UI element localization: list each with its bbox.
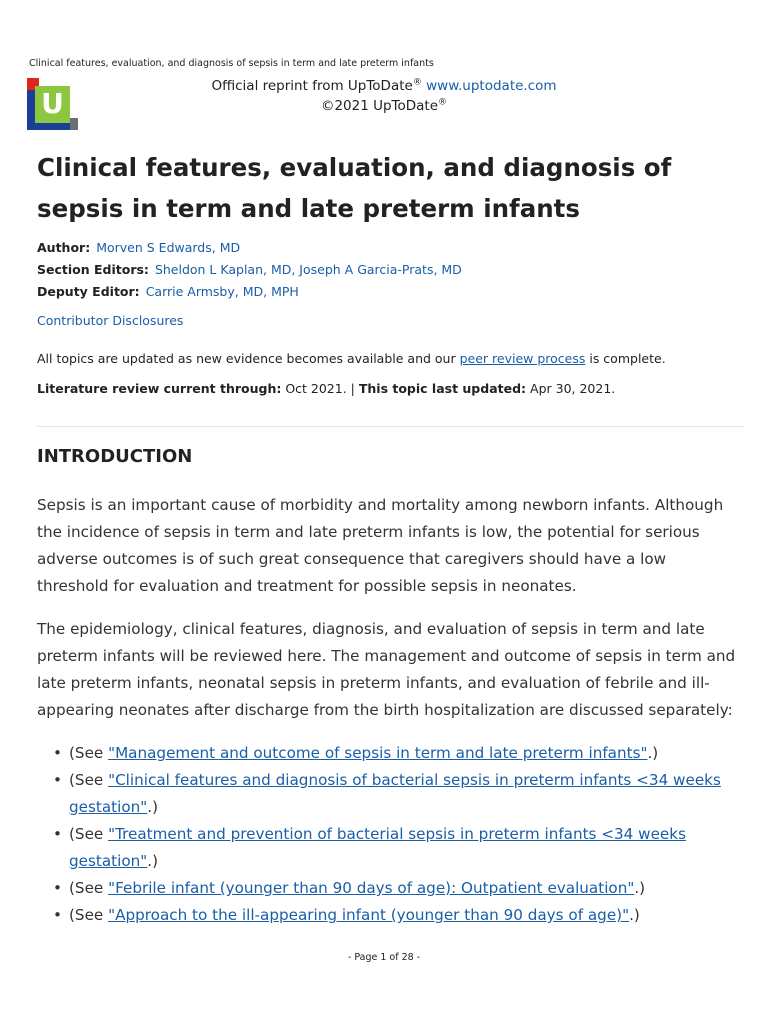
see-text: (See (69, 825, 109, 843)
reference-list (37, 740, 737, 929)
deputy-editor-link[interactable]: Carrie Armsby, MD, MPH (145, 284, 299, 299)
list-item (37, 740, 737, 767)
bullet: • (53, 744, 62, 762)
see-text: (See (69, 744, 109, 762)
uptodate-url-link[interactable]: www.uptodate.com (426, 78, 557, 94)
see-text: (See (69, 771, 109, 789)
bullet: • (53, 906, 62, 924)
deputy-editor-label: Deputy Editor: (37, 284, 140, 299)
peer-review-link[interactable]: peer review process (459, 351, 586, 366)
copyright-reg-mark: ® (438, 97, 448, 108)
see-close: .) (629, 906, 640, 924)
running-head: Clinical features, evaluation, and diagnosis of sepsis in term and late preterm infants (29, 58, 434, 69)
bullet: • (53, 771, 62, 789)
topic-link[interactable]: "Approach to the ill-appearing infant (younger than 90 days of age)" (108, 906, 630, 924)
see-close: .) (634, 879, 646, 897)
see-text: (See (69, 879, 109, 897)
see-close: .) (147, 798, 159, 816)
logo-letter: U (35, 86, 70, 123)
last-updated-value: Apr 30, 2021. (526, 381, 616, 396)
update-note-post: is complete. (585, 351, 666, 366)
contributor-disclosures-link[interactable]: Contributor Disclosures (37, 313, 184, 328)
lit-review-label: Literature review current through: (37, 381, 282, 396)
update-note-pre: All topics are updated as new evidence becomes available and our (37, 351, 460, 366)
last-updated-label: This topic last updated: (358, 381, 527, 396)
page-number: - Page 1 of 28 - (347, 952, 421, 963)
section-editors-label: Section Editors: (37, 262, 149, 277)
see-text: (See (69, 906, 109, 924)
author-label: Author: (37, 240, 91, 255)
introduction-heading: INTRODUCTION (37, 446, 193, 467)
literature-review-line (37, 381, 615, 396)
bullet: • (53, 879, 62, 897)
reprint-text: Official reprint from UpToDate (211, 78, 413, 94)
intro-paragraph-1: Sepsis is an important cause of morbidity and mortality among newborn infants. Although the incidence of sepsis in term and late preterm infants is low, the potential for serious adverse outcomes is of such great consequence that caregivers should have a low threshold for evaluation and treatment for possible sepsis in neonates. (37, 496, 724, 595)
list-item (37, 875, 737, 902)
intro-paragraph-2: The epidemiology, clinical features, diagnosis, and evaluation of sepsis in term and late preterm infants will be reviewed here. The management and outcome of sepsis in term and late preterm infants, neonatal sepsis in preterm infants, and evaluation of febrile and ill-appearing neonates after discharge from the birth hospitalization are discussed separately: (37, 620, 736, 719)
author-link[interactable]: Morven S Edwards, MD (96, 240, 241, 255)
copyright-text: ©2021 UpToDate (320, 98, 439, 114)
lit-review-value: Oct 2021. | (281, 381, 359, 396)
article-title: Clinical features, evaluation, and diagnosis of sepsis in term and late preterm infants (37, 153, 672, 223)
reprint-reg-mark: ® (412, 77, 422, 88)
update-note (37, 351, 666, 366)
list-item (37, 767, 737, 821)
deputy-editor-line (37, 284, 299, 299)
author-line (37, 240, 240, 255)
section-divider (37, 426, 745, 427)
topic-link[interactable]: "Management and outcome of sepsis in term and late preterm infants" (108, 744, 648, 762)
section-editors-link[interactable]: Sheldon L Kaplan, MD, Joseph A Garcia-Prats, MD (154, 262, 462, 277)
see-close: .) (647, 744, 659, 762)
topic-link[interactable]: "Clinical features and diagnosis of bacterial sepsis in preterm infants <34 weeks gestation" (69, 771, 721, 816)
see-close: .) (147, 852, 159, 870)
section-editors-line (37, 262, 462, 277)
list-item (37, 821, 737, 875)
bullet: • (53, 825, 62, 843)
list-item (37, 902, 737, 929)
reprint-notice (0, 76, 768, 116)
topic-link[interactable]: "Treatment and prevention of bacterial sepsis in preterm infants <34 weeks gestation" (69, 825, 686, 870)
topic-link[interactable]: "Febrile infant (younger than 90 days of age): Outpatient evaluation" (108, 879, 635, 897)
